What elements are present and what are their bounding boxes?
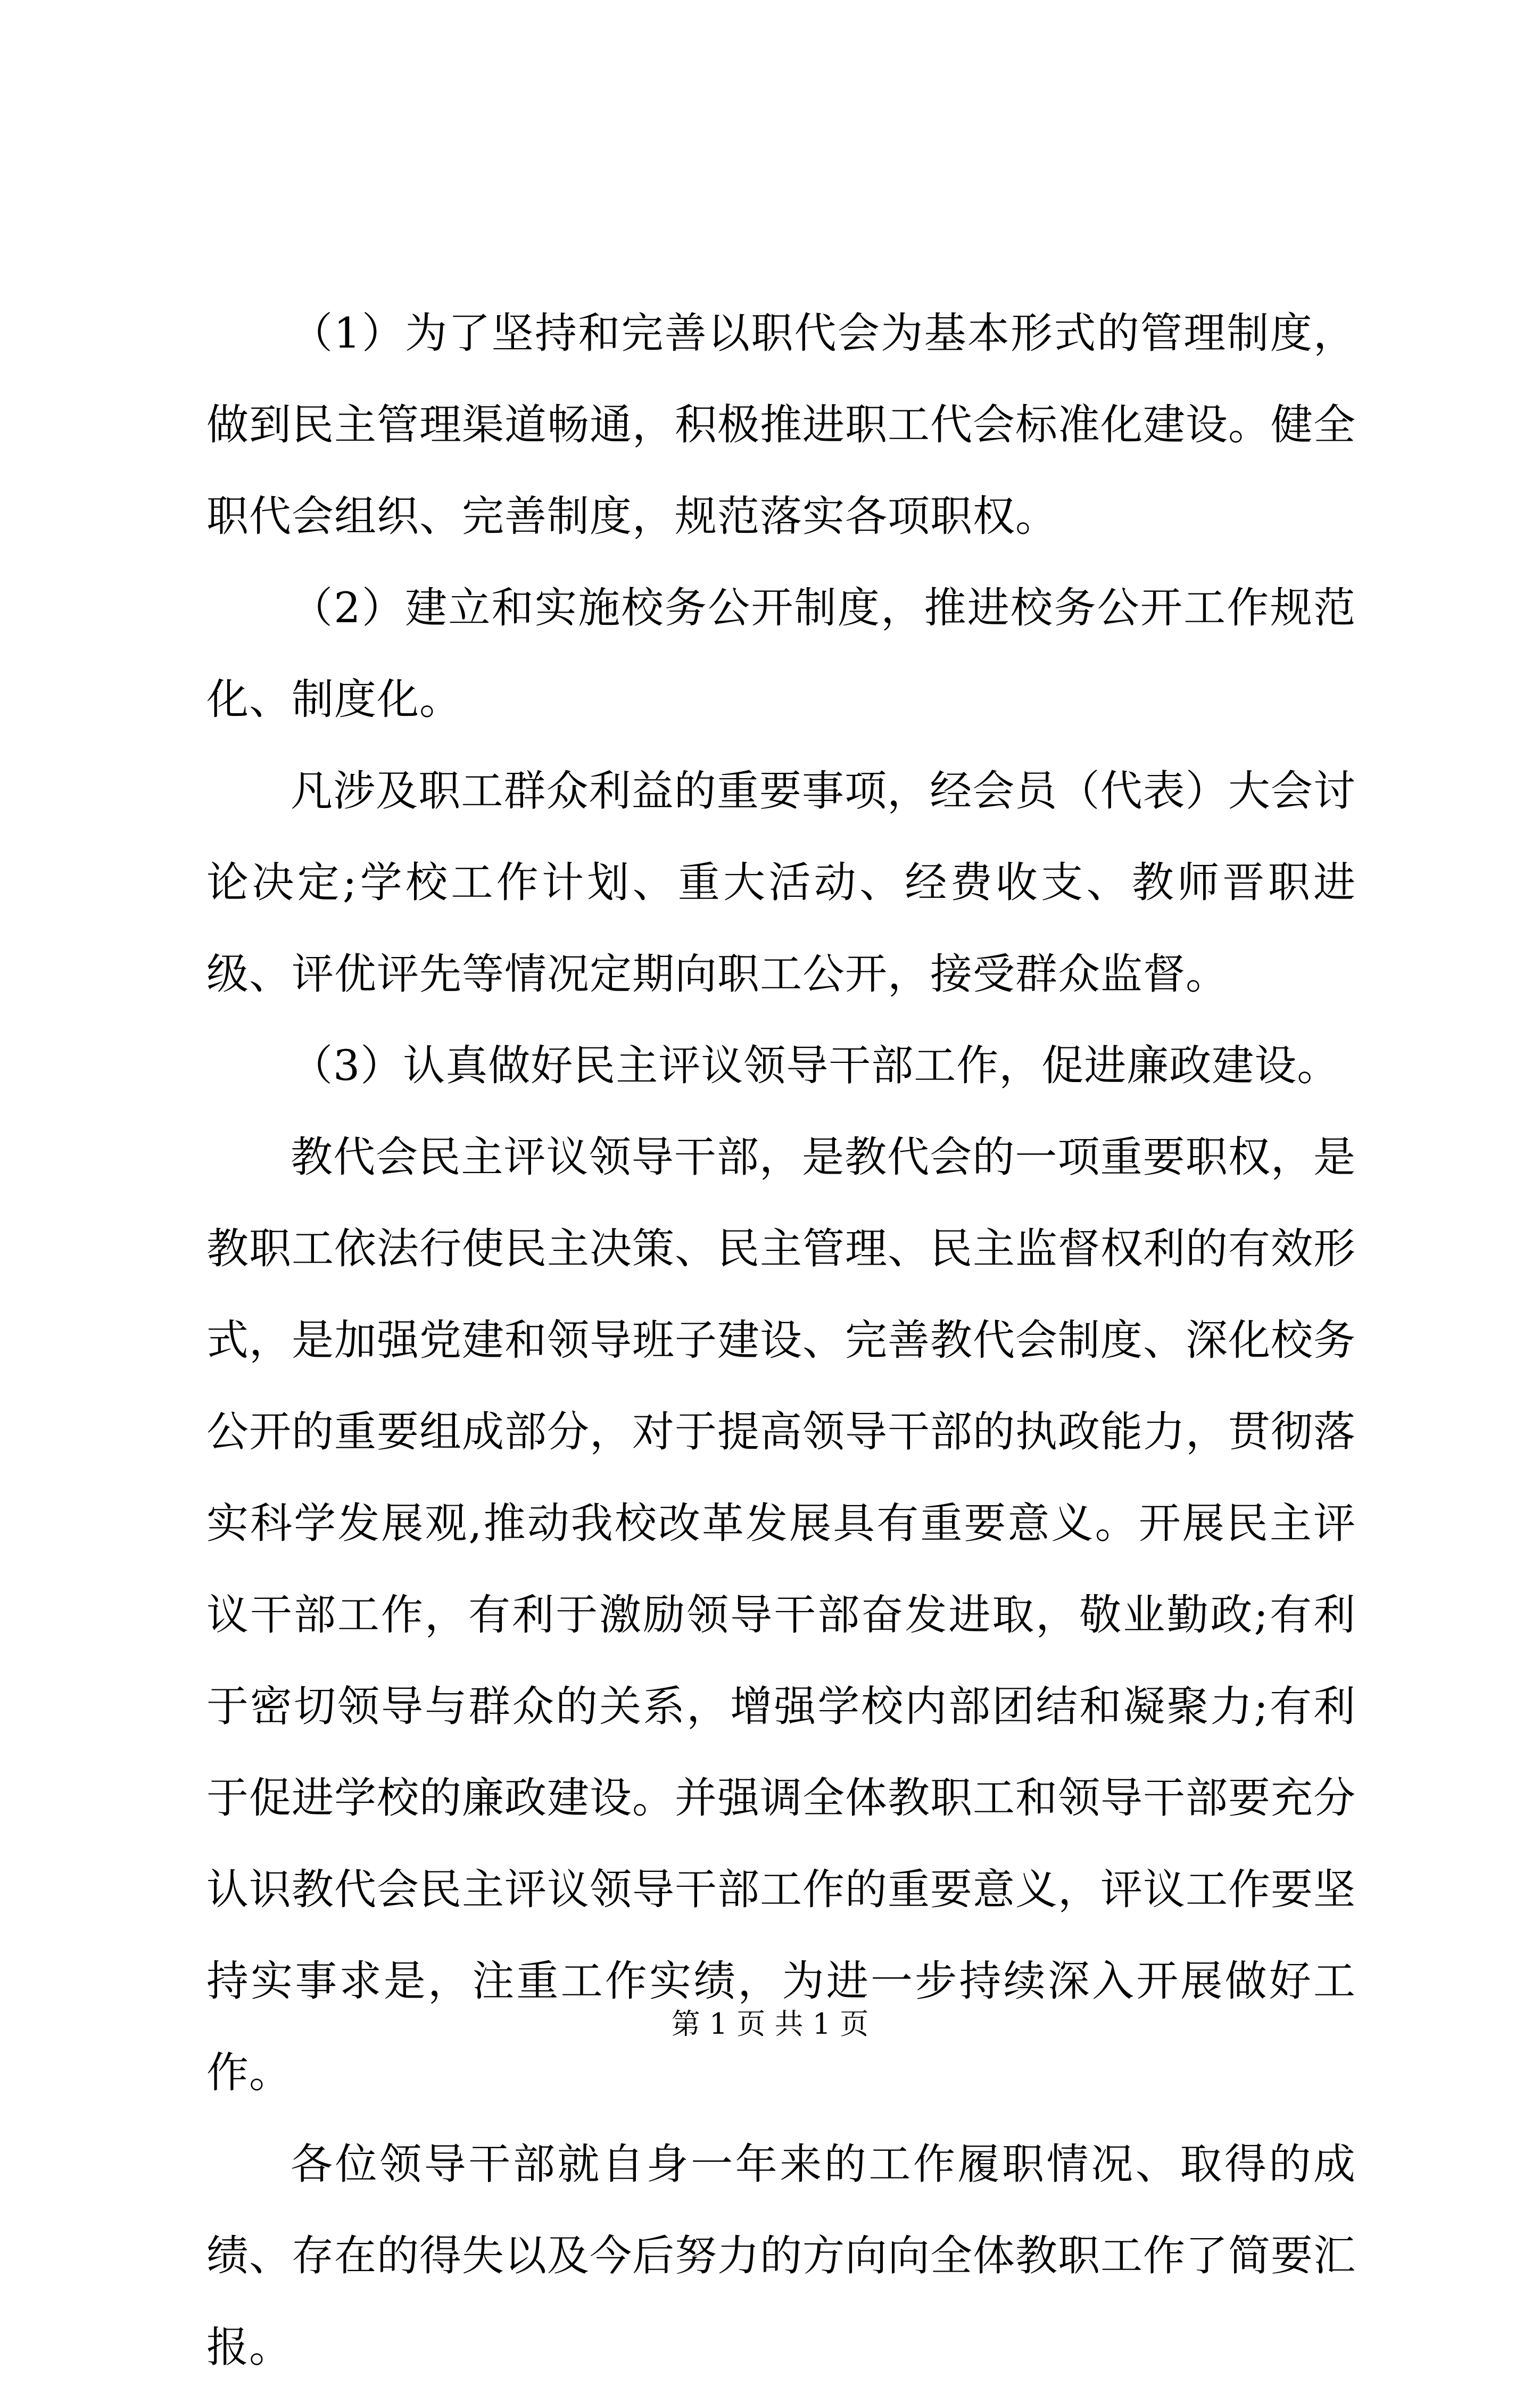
paragraph-item-5: 教代会民主评议领导干部，是教代会的一项重要职权，是教职工依法行使民主决策、民主管理、民主监督权利的有效形式，是加强党建和领导班子建设、完善教代会制度、深化校务公开的重要组成部分，对于提高领导干部的执政能力，贯彻落实科学发展观,推动我校改革发展具有重要意义。开展民主评议干部工作，有利于激励领导干部奋发进取，敬业勤政;有利于密切领导与群众的关系，增强学校内部团结和凝聚力;有利于促进学校的廉政建设。并强调全体教职工和领导干部要充分认识教代会民主评议领导干部工作的重要意义，评议工作要坚持实事求是，注重工作实绩，为进一步持续深入开展做好工作。 [206, 1133, 1356, 2097]
paragraph-item-2: （2）建立和实施校务公开制度，推进校务公开工作规范化、制度化。 [206, 583, 1356, 724]
paragraph-item-1: （1）为了坚持和完善以职代会为基本形式的管理制度，做到民主管理渠道畅通，积极推进职工代会标准化建设。健全职代会组织、完善制度，规范落实各项职权。 [206, 309, 1356, 541]
paragraph-item-4: （3）认真做好民主评议领导干部工作，促进廉政建设。 [291, 1041, 1340, 1090]
page-number-footer: 第 1 页 共 1 页 [671, 2007, 869, 2041]
document-body [206, 287, 1356, 2393]
paragraph-item-6: 各位领导干部就自身一年来的工作履职情况、取得的成绩、存在的得失以及今后努力的方向向全体教职工作了简要汇报。 [206, 2140, 1356, 2372]
paragraph-item-3: 凡涉及职工群众利益的重要事项，经会员（代表）大会讨论决定;学校工作计划、重大活动、经费收支、教师晋职进级、评优评先等情况定期向职工公开，接受群众监督。 [206, 766, 1356, 999]
